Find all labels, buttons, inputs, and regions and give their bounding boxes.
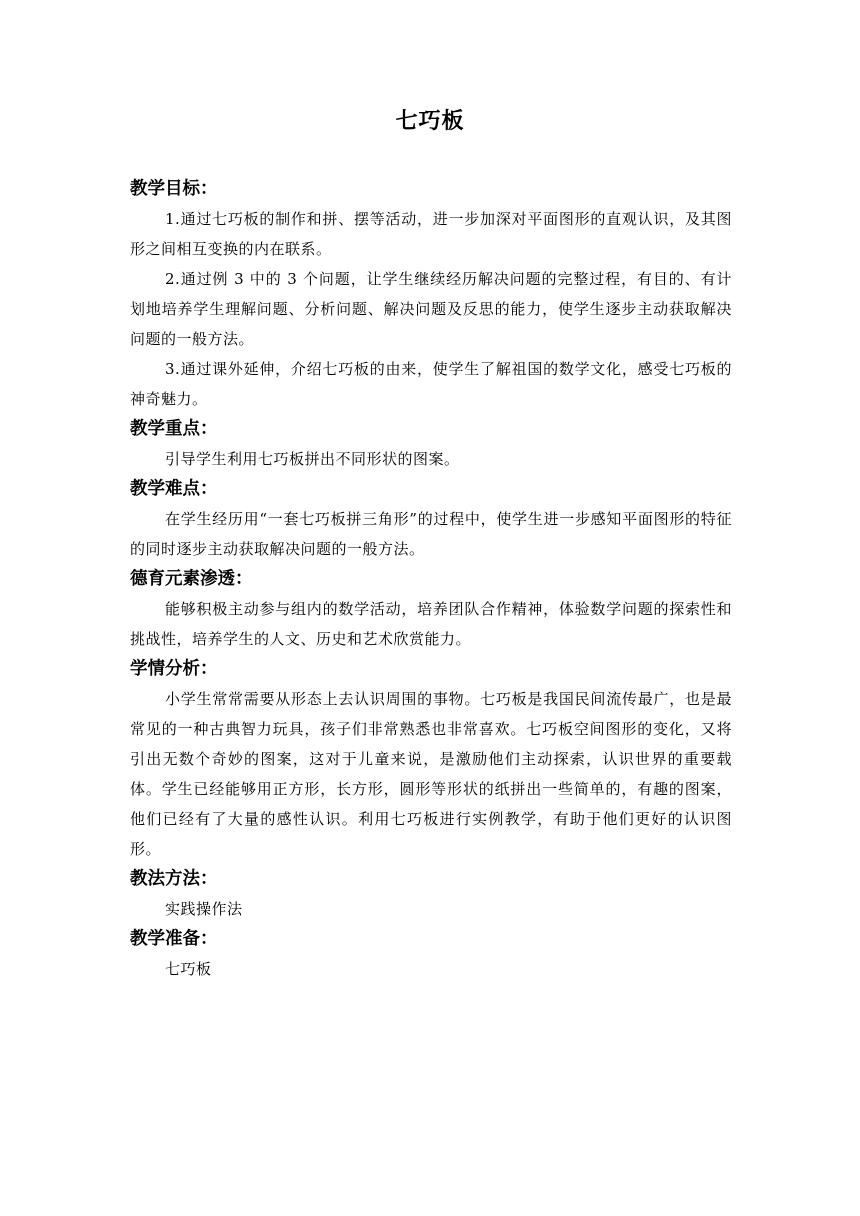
section-teaching-goals [130, 174, 732, 414]
section-heading: 教学准备： [130, 929, 218, 949]
document-body [130, 174, 732, 984]
section-difficulties [130, 474, 732, 564]
section-moral-education [130, 564, 732, 654]
section-heading: 教学重点： [130, 419, 218, 439]
section-paragraph: 实践操作法 [165, 900, 243, 918]
section-paragraph: 引导学生利用七巧板拼出不同形状的图案。 [165, 450, 460, 468]
document-title: 七巧板 [395, 109, 465, 134]
section-paragraph: 在学生经历用“一套七巧板拼三角形”的过程中，使学生进一步感知平面图形的特征的同时逐步主动获取解决问题的一般方法。 [130, 510, 732, 558]
section-heading: 教学目标： [130, 179, 218, 199]
section-paragraph: 小学生常常需要从形态上去认识周围的事物。七巧板是我国民间流传最广，也是最常见的一种古典智力玩具，孩子们非常熟悉也非常喜欢。七巧板空间图形的变化，又将引出无数个奇妙的图案，这对于儿童来说，是激励他们主动探索，认识世界的重要载体。学生已经能够用正方形，长方形，圆形等形状的纸拼出一些简单的，有趣的图案，他们已经有了大量的感性认识。利用七巧板进行实例教学，有助于他们更好的认识图形。 [130, 690, 732, 858]
section-paragraph: 七巧板 [165, 960, 212, 978]
section-paragraph: 能够积极主动参与组内的数学活动，培养团队合作精神，体验数学问题的探索性和挑战性，培养学生的人文、历史和艺术欣赏能力。 [130, 600, 732, 648]
section-student-analysis [130, 654, 732, 864]
section-paragraph: 1.通过七巧板的制作和拼、摆等活动，进一步加深对平面图形的直观认识，及其图形之间相互变换的内在联系。 [130, 210, 732, 258]
section-key-points [130, 414, 732, 474]
section-paragraph: 2.通过例 3 中的 3 个问题，让学生继续经历解决问题的完整过程，有目的、有计划地培养学生理解问题、分析问题、解决问题及反思的能力，使学生逐步主动获取解决问题的一般方法。 [130, 270, 732, 348]
section-preparation [130, 924, 732, 984]
section-heading: 教法方法： [130, 869, 218, 889]
section-paragraph: 3.通过课外延伸，介绍七巧板的由来，使学生了解祖国的数学文化，感受七巧板的神奇魅力。 [130, 360, 732, 408]
section-heading: 学情分析： [130, 659, 218, 679]
section-heading: 德育元素渗透： [130, 569, 253, 589]
section-heading: 教学难点： [130, 479, 218, 499]
section-teaching-methods [130, 864, 732, 924]
